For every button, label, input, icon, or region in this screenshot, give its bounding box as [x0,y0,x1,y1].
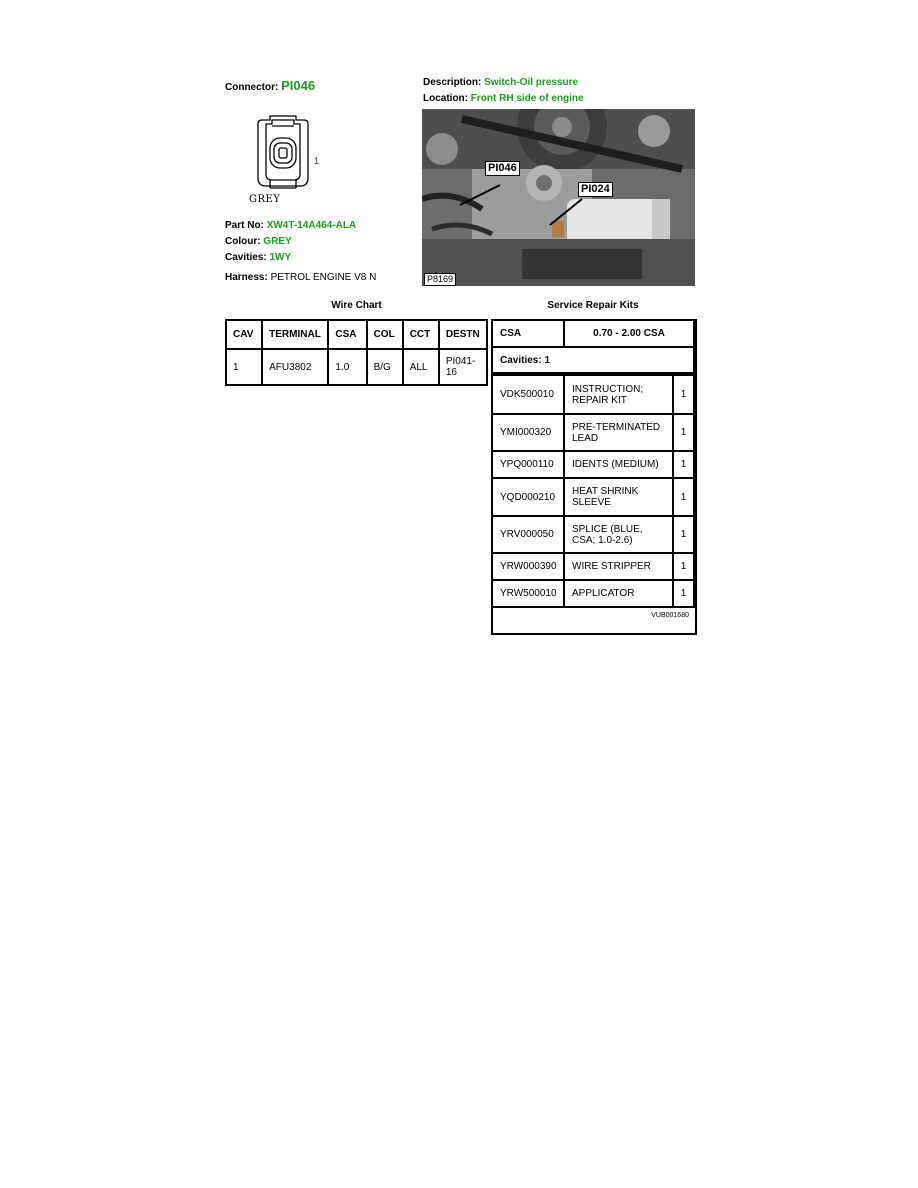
cell-terminal: AFU3802 [262,349,328,385]
kit-code: YRW500010 [491,579,565,608]
kit-description: PRE-TERMINATED LEAD [563,413,674,452]
kit-description: SPLICE (BLUE, CSA; 1.0-2.6) [563,515,674,554]
photo-reference: P8169 [424,273,456,286]
kit-description: APPLICATOR [563,579,674,608]
kit-quantity: 1 [672,552,695,581]
engine-photo [422,109,695,286]
kit-code: YRW000390 [491,552,565,581]
description-label: Description: [423,77,482,88]
kit-description: INSTRUCTION; REPAIR KIT [563,374,674,415]
location-label: Location: [423,93,468,104]
colour-value: GREY [263,236,292,247]
kits-cavities: Cavities: 1 [491,346,695,374]
part-no-label: Part No: [225,220,264,231]
colour-label: Colour: [225,236,261,247]
photo-callout-pi024: PI024 [578,182,613,197]
wire-chart-header-row [226,320,487,349]
kit-quantity: 1 [672,515,695,554]
kit-description: HEAT SHRINK SLEEVE [563,477,674,517]
part-no-line [225,220,356,231]
part-no-value: XW4T-14A464-ALA [266,220,357,231]
colour-line [225,236,292,247]
harness-line [225,272,376,283]
table-row [226,349,487,385]
service-kits-title: Service Repair Kits [547,300,639,311]
description-value: Switch-Oil pressure [484,77,579,88]
location-value: Front RH side of engine [470,93,584,104]
cell-cct: ALL [403,349,439,385]
connector-label: Connector: [225,82,279,93]
kit-description: WIRE STRIPPER [563,552,674,581]
cell-csa: 1.0 [328,349,366,385]
kit-quantity: 1 [672,450,695,479]
kit-quantity: 1 [672,413,695,452]
wire-chart-title: Wire Chart [331,300,382,311]
cell-cav: 1 [226,349,262,385]
connector-heading [225,78,315,93]
cavity-number-label: 1 [314,156,320,166]
kit-code: VDK500010 [491,374,565,415]
description-line [423,77,578,88]
kit-code: YQD000210 [491,477,565,517]
location-line [423,93,584,104]
wire-chart-table [225,319,488,386]
cavities-value: 1WY [269,252,292,263]
cavities-line [225,252,291,263]
harness-label: Harness: [225,272,268,283]
engine-photo-image [422,109,695,286]
harness-value: PETROL ENGINE V8 N [270,272,377,283]
kits-csa-range: 0.70 - 2.00 CSA [563,319,695,348]
header-col: COL [367,320,403,349]
cell-col: B/G [367,349,403,385]
cell-destn: PI041-16 [439,349,487,385]
kits-csa-label: CSA [491,319,565,348]
connector-id: PI046 [281,78,316,93]
header-cav: CAV [226,320,262,349]
kit-quantity: 1 [672,374,695,415]
kit-code: YMI000320 [491,413,565,452]
kit-quantity: 1 [672,579,695,608]
kit-code: YPQ000110 [491,450,565,479]
photo-callout-pi046: PI046 [485,161,520,176]
header-terminal: TERMINAL [262,320,328,349]
header-csa: CSA [328,320,366,349]
connector-colour-caption: GREY [249,194,281,205]
header-destn: DESTN [439,320,487,349]
header-cct: CCT [403,320,439,349]
kits-footer-ref: VUB001680 [651,612,689,619]
cavities-label: Cavities: [225,252,267,263]
kit-code: YRV000050 [491,515,565,554]
kit-quantity: 1 [672,477,695,517]
connector-face-drawing [248,112,328,196]
kit-description: IDENTS (MEDIUM) [563,450,674,479]
